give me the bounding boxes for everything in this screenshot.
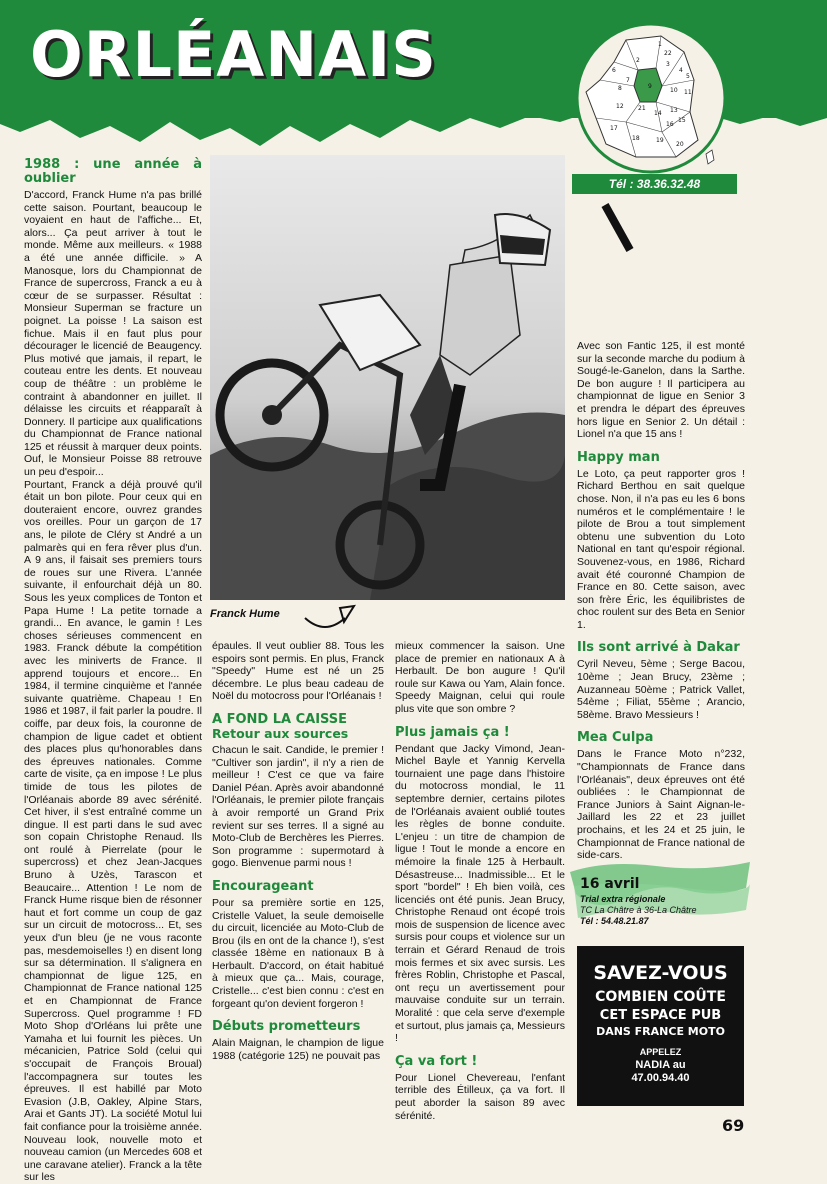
ad-line-6: NADIA au	[635, 1059, 686, 1071]
ad-line-3: CET ESPACE PUB	[599, 1008, 722, 1023]
ad-line-5: APPELEZ	[639, 1047, 682, 1057]
ad-line-2: COMBIEN COÛTE	[595, 989, 726, 1005]
rider-photo	[210, 155, 565, 600]
column-1	[24, 158, 202, 1184]
heading-mea-culpa: Mea Culpa	[577, 730, 654, 746]
heading-debuts-prometteurs: Débuts prometteurs	[212, 1019, 361, 1035]
map-num-18: 18	[632, 135, 640, 142]
event-date: 16 avril	[580, 876, 640, 892]
event-tel: Tél : 54.48.21.87	[580, 916, 649, 926]
paragraph-2: Pourtant, Franck a déjà prouvé qu'il était un bon pilote. Pour ceux qui en douteraient encore, ouvrez grandes vos oreilles. Pour un garçon de 17 ans, le pilote de Cléry st André a un palmarès qui en fera rêver plus d'un. A 9 ans, il faisait ses premiers tours de roues sur une Rivera. L'année suivante, il enfourchait déjà un 80. Sous les yeux complices de Tonton et Papa Hume ! La petite tornade a grandi... En avance, le gamin ! Les choses sérieuses commencent en 1983. Franck débute la compétition avec les miniverts de France. Il apprend toujours et encore... En 1984, il termine cinquième et l'année suivante quatrième. Chapeau ! En 1986 et 1987, il fait parler la poudre. Il coiffe, par deux fois, la couronne de champion de ligue cadet et obtient des places plus qu'honorables dans des épreuves nationales. Comme carte de visite, ça en impose ! Le plus timide de tous les pilotes de l'Orléanais aborde 89 avec sérénité. Cet hiver, il s'est entraîné comme un dingue. Il est parti dans le sud avec son copain Christophe Renaud. Ils ont roulé à Pierrelate (pour le supercross) et chez Jean-Jacques Bruno à Uzès, Tarascon et Beaucaire... Attention ! Le nom de Franck Hume risque bien de résonner haut et fort comme un coup de gaz sur un circuit de motocross... Et, ses yeux d'un bleu (je ne vous raconte pas, mesdemoiselles !) en disent long sur sa détermination. Il s'alignera en championnat de ligue 125, en Championnat de France national 125 et en Championnat de France Supercross. Quel programme ! FD Moto Shop d'Orléans lui prête une Yamaha et lui fournit les pièces. Un mécanicien, Patrice Sold (celui qui s'occupait de François Broual) l'accompagnera sur toutes les épreuves. Il est habillé par Moto Evasion (J.B, Oakley, Alpine Stars, Arai et Gants JT). La société Motul lui fait confiance pour la troisième année. Nouveau look, nouvelle moto et nouveau camion (un Mercedes 608 et une caravane atelier). Franck a la tête sur les	[24, 478, 202, 1184]
heading-dakar: Ils sont arrivé à Dakar	[577, 640, 740, 656]
paragraph-retour-aux-sources: Chacun le sait. Candide, le premier ! "Cultiver son jardin", il n'y a rien de meilleur ! C'est ce que va faire Daniel Péan. Après avoir abandonné l'Orléanais, le premier pilote français à avoir remporté un Grand Prix revient sur ses terres. Il a signé au Moto-Club de Berchères les Pierres. Son programme : supermotard à gogo. Bienvenue parmi nous !	[212, 743, 384, 870]
map-num-3: 3	[666, 61, 670, 68]
event-type: Trial extra régionale	[580, 894, 666, 904]
map-num-15: 15	[678, 117, 686, 124]
map-num-21: 21	[638, 105, 646, 112]
col4-intro: Avec son Fantic 125, il est monté sur la seconde marche du podium à Sougé-le-Ganelon, dans la Sarthe. De bon augure ! Il participera au championnat de ligue en Senior 3 et prendra le départ des épreuves hors ligue en Senior 2. Un détail : Lionel n'a que 15 ans !	[577, 340, 745, 441]
map-num-11: 11	[684, 89, 692, 96]
paragraph-plus-jamais-ca: Pendant que Jacky Vimond, Jean-Michel Bayle et Yannig Kervella tournaient une page dans l'histoire du motocross mondial, le 11 septembre dernier, certains pilotes de l'Orléanais avaient oublié toutes les règles de bonne conduite. L'enjeu : un titre de champion de ligue ! Tout le monde a encore en mémoire la finale 125 à Herbault. Désastreuse... Inadmissible... Et le sport "bordel" ! Eh bien voilà, ces licenciés ont été punis. Jean Brucy, Christophe Renaud ont écopé trois mois de suspension de licence avec sursis pour coups et violence sur un terrain et Gérard Renaud de trois mois fermes et six avec sursis. Les frères Roblin, Christophe et Pascal, ont reçu un avertissement pour mauvaise conduite sur un terrain. Moralité : que cela serve d'exemple et surtout, plus jamais ça, Messieurs !	[395, 742, 565, 1045]
motocross-jump-image	[210, 155, 565, 600]
map-num-13: 13	[670, 107, 678, 114]
heading-plus-jamais-ca: Plus jamais ça !	[395, 724, 510, 740]
column-3	[395, 640, 565, 1122]
map-num-10: 10	[670, 87, 678, 94]
map-num-14: 14	[654, 110, 662, 117]
event-place: TC La Châtre à 36-La Châtre	[580, 905, 697, 915]
col2-intro: épaules. Il veut oublier 88. Tous les espoirs sont permis. En plus, Franck "Speedy" Hume est né un 25 décembre. Le plus beau cadeau de Noël du motocross pour l'Orléanais !	[212, 640, 384, 703]
map-num-20: 20	[676, 141, 684, 148]
column-4	[577, 340, 745, 862]
heading-une-annee-a-oublier: 1988 : une année à oublier	[24, 157, 202, 186]
map-num-7: 7	[626, 77, 630, 84]
ad-line-7: 47.00.94.40	[631, 1072, 690, 1084]
heading-encourageant: Encourageant	[212, 878, 314, 894]
signature-arrow-icon	[300, 596, 360, 636]
paragraph-1: D'accord, Franck Hume n'a pas brillé cette saison. Pourtant, beaucoup le voyaient en haut de l'affiche... Et, alors... Ça peut arriver à tout le monde. Même aux meilleurs. « 1988 a été une année difficile. » A Manosque, lors du Championnat de France de supercross, Franck a eu à cœur de se surpasser. Résultat : Monsieur Superman se fracture un poignet. La poisse ! La saison est fichue. Mais il en faut plus pour décourager le licencié de Beaugency. Plus motivé que jamais, il repart, le couteau entre les dents. Et nouveau coup de théâtre : un problème le contraint à abandonner en juillet. Il délaisse les circuits et réapparaît à Donnery. Il participe aux qualifications du Championnat de France national 125 et réussit à marquer deux points. Ouf, le Monsieur Poisse 88 retrouve un peu d'espoir...	[24, 189, 202, 479]
map-num-9: 9	[648, 83, 652, 90]
map-num-4: 4	[679, 67, 683, 74]
paragraph-dakar: Cyril Neveu, 5ème ; Serge Bacou, 10ème ; Jean Brucy, 23ème ; Auzanneau 50ème ; Patrick Vallet, 54ème ; Filiat, 55ème ; Arancio, 58ème. Bravo Messieurs !	[577, 658, 745, 721]
map-num-12: 12	[616, 103, 624, 110]
ad-line-1: SAVEZ-VOUS	[593, 962, 728, 984]
paragraph-ca-va-fort: Pour Lionel Chevereau, l'enfant terrible des Étilleux, ça va fort. Il peut aborder la saison 89 avec sérénité.	[395, 1071, 565, 1122]
section-title: ORLÉANAIS	[30, 18, 437, 91]
map-num-19: 19	[656, 137, 664, 144]
event-box	[566, 858, 751, 938]
column-2	[212, 640, 384, 1062]
map-num-16: 16	[666, 121, 674, 128]
col3-intro: mieux commencer la saison. Une place de premier en nationaux A à Herbault. De bon augure ! Qu'il roule sur Kawa ou Yam, Alain fonce. Speedy Maignan, celui qui roule plus vite que son ombre ?	[395, 640, 565, 715]
map-num-2: 2	[636, 57, 640, 64]
phone-banner: Tél : 38.36.32.48	[572, 174, 737, 194]
heading-a-fond-la-caisse: A FOND LA CAISSE	[212, 711, 348, 727]
paragraph-encourageant: Pour sa première sortie en 125, Cristelle Valuet, la seule demoiselle du circuit, licenciée au Moto-Club de Brou (ils en ont de la chance !), s'est classée 18ème en nationaux B à Herbault. D'accord, on était habitué à mieux que ça... Mais, courage, Cristelle... c'est bien connu : c'est en forgeant qu'on devient forgeron !	[212, 896, 384, 1010]
heading-retour-aux-sources: Retour aux sources	[212, 725, 349, 741]
heading-happy-man: Happy man	[577, 449, 660, 465]
map-num-5: 5	[686, 73, 690, 80]
paragraph-mea-culpa: Dans le France Moto n°232, "Championnats de France dans l'Orléanais", deux épreuves ont été oubliées : le Championnat de France Juniors à Saint Aignan-le-Jaillard les 22 et 23 juillet prochains, et les 24 et 25 juin, le Championnat de France national de side-cars.	[577, 748, 745, 862]
map-num-8: 8	[618, 85, 622, 92]
heading-ca-va-fort: Ça va fort !	[395, 1053, 478, 1069]
map-num-17: 17	[610, 125, 618, 132]
ad-line-4: DANS FRANCE MOTO	[596, 1025, 725, 1038]
map-num-1: 1	[658, 41, 662, 48]
advertisement-box	[577, 946, 744, 1106]
photo-caption: Franck Hume	[210, 608, 280, 620]
france-region-map	[566, 22, 736, 174]
paragraph-happy-man: Le Loto, ça peut rapporter gros ! Richard Berthou en sait quelque chose. Non, il n'a pas eu les 6 bons numéros et le complémentaire ! le pilote de Brou a tout simplement obtenu une subvention du Loto National en tant qu'espoir régional. Souvenez-vous, en 1986, Richard avait été couronné Champion de France en 80. Cette saison, avec son frère Éric, les équilibristes de choc roulent sur des Beta en Senior 1.	[577, 467, 745, 631]
map-num-6: 6	[612, 67, 616, 74]
map-num-22: 22	[664, 50, 672, 57]
page-number: 69	[722, 1116, 745, 1135]
paragraph-debuts-prometteurs: Alain Maignan, le champion de ligue 1988 (catégorie 125) ne pouvait pas	[212, 1037, 384, 1062]
